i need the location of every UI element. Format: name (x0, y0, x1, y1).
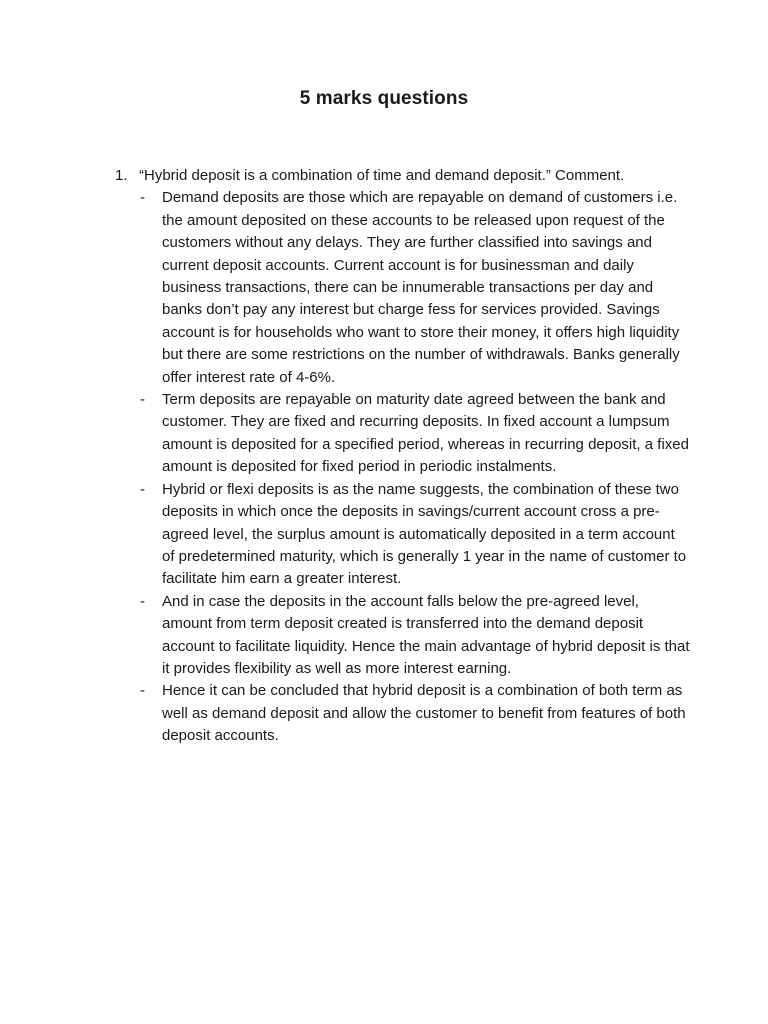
answer-point (115, 479, 690, 591)
answer-point (115, 680, 690, 747)
answer-point-text: Hybrid or flexi deposits is as the name suggests, the combination of these two deposits in which once the deposits in savings/current account cross a pre-agreed level, the surplus amount is automatically deposited in a term account of predetermined maturity, which is generally 1 year in the name of customer to facilitate him earn a greater interest. (162, 480, 687, 588)
answer-points (115, 187, 690, 747)
answer-point-text: And in case the deposits in the account falls below the pre-agreed level, amount from term deposit created is transferred into the demand deposit account to facilitate liquidity. Hence the main advantage of hybrid deposit is that it provides flexibility as well as more interest earning. (162, 592, 690, 677)
answer-point-text: Demand deposits are those which are repayable on demand of customers i.e. the amount deposited on these accounts to be released upon request of the customers without any delays. They are further classified into savings and current deposit accounts. Current account is for businessman and daily business transactions, there can be innumerable transactions per day and banks don’t pay any interest but charge fess for services provided. Savings account is for households who want to store their money, it offers high liquidity but there are some restrictions on the number of withdrawals. Banks generally offer interest rate of 4-6%. (162, 189, 680, 386)
bullet-dash: - (140, 391, 145, 409)
question-text: “Hybrid deposit is a combination of time and demand deposit.” Comment. (139, 167, 625, 184)
answer-point-text: Term deposits are repayable on maturity date agreed between the bank and customer. They are fixed and recurring deposits. In fixed account a lumpsum amount is deposited for a specified period, whereas in recurring deposit, a fixed amount is deposited for fixed period in periodic instalments. (162, 391, 689, 476)
page-title: 5 marks questions (299, 88, 469, 109)
answer-point (115, 187, 690, 389)
question-heading (115, 165, 690, 187)
bullet-dash: - (140, 592, 145, 610)
question-block (115, 165, 690, 748)
bullet-dash: - (140, 682, 145, 700)
bullet-dash: - (140, 480, 145, 498)
answer-point (115, 591, 690, 681)
answer-point (115, 389, 690, 479)
bullet-dash: - (140, 189, 145, 207)
answer-point-text: Hence it can be concluded that hybrid deposit is a combination of both term as well as demand deposit and allow the customer to benefit from features of both deposit accounts. (162, 682, 686, 745)
question-number: 1. (115, 167, 128, 184)
